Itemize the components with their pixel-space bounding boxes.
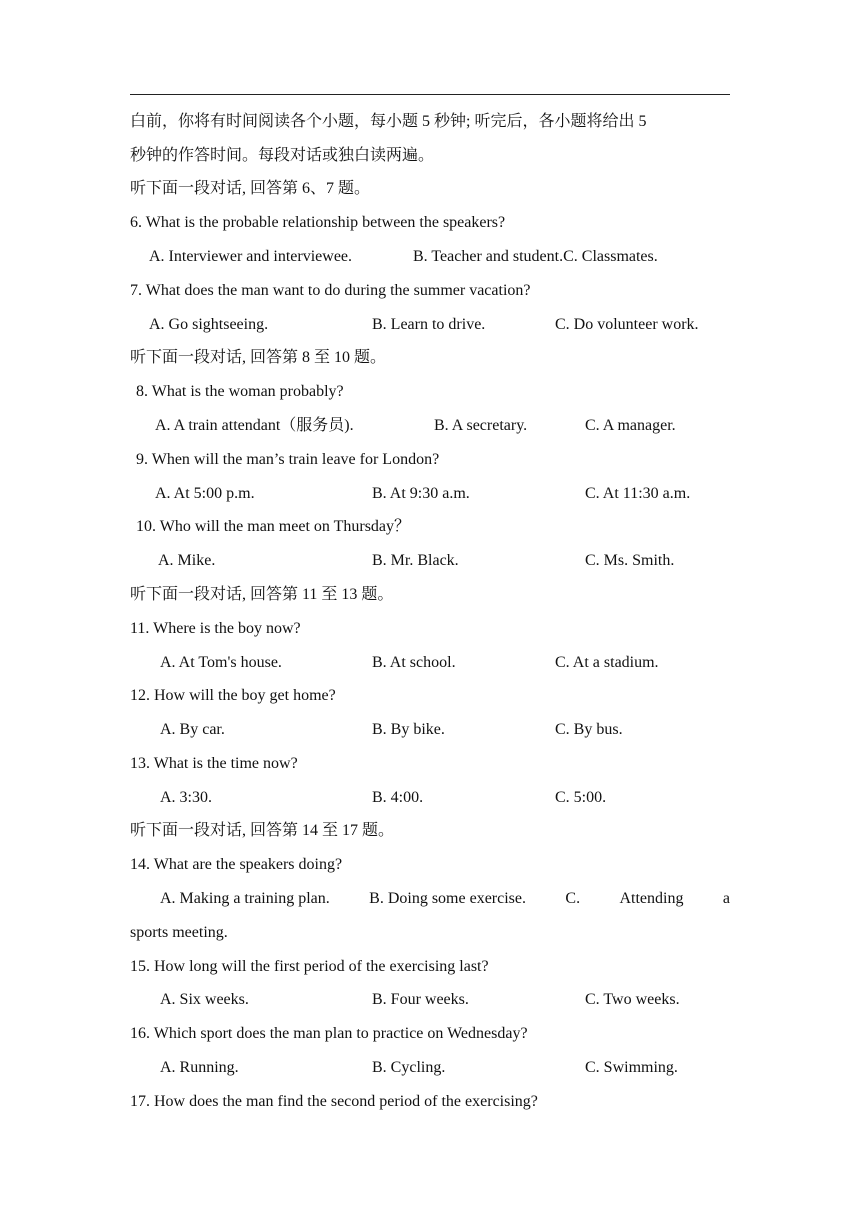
- question-14-option-c-continuation: sports meeting.: [130, 924, 228, 941]
- question-6-option-a: A. Interviewer and interviewee.: [149, 248, 353, 265]
- question-10-stem: 10. Who will the man meet on Thursday？: [136, 518, 411, 535]
- question-13-option-a: A. 3:30.: [160, 789, 212, 806]
- question-7-option-c: C. Do volunteer work.: [555, 316, 699, 333]
- question-9-stem: 9. When will the man’s train leave for London?: [136, 451, 440, 468]
- question-13-stem: 13. What is the time now?: [130, 755, 298, 772]
- question-16-stem: 16. Which sport does the man plan to practice on Wednesday?: [130, 1025, 528, 1042]
- header-rule: [130, 94, 730, 95]
- question-7-option-a: A. Go sightseeing.: [149, 316, 269, 333]
- intro-line-1: 白前，你将有时间阅读各个小题，每小题 5 秒钟; 听完后，各小题将给出 5: [130, 113, 647, 130]
- question-13-option-b: B. 4:00.: [372, 789, 424, 806]
- question-16-option-c: C. Swimming.: [585, 1059, 678, 1076]
- question-12-option-b: B. By bike.: [372, 721, 445, 738]
- question-16-option-b: B. Cycling.: [372, 1059, 446, 1076]
- question-9-option-a: A. At 5:00 p.m.: [155, 485, 255, 502]
- question-6-stem: 6. What is the probable relationship between the speakers?: [130, 214, 506, 231]
- question-14-stem: 14. What are the speakers doing?: [130, 856, 343, 873]
- question-7-stem: 7. What does the man want to do during the summer vacation?: [130, 282, 531, 299]
- question-11-option-b: B. At school.: [372, 654, 456, 671]
- question-14-option-c-word-2: a: [722, 890, 730, 907]
- question-10-option-c: C. Ms. Smith.: [585, 552, 675, 569]
- question-10-option-b: B. Mr. Black.: [372, 552, 459, 569]
- question-15-option-a: A. Six weeks.: [160, 991, 249, 1008]
- question-8-option-a: A. A train attendant（服务员).: [155, 417, 354, 434]
- question-15-option-b: B. Four weeks.: [372, 991, 469, 1008]
- section-instruction-6-7: 听下面一段对话, 回答第 6、7 题。: [130, 180, 371, 197]
- question-16-option-a: A. Running.: [160, 1059, 239, 1076]
- question-9-option-b: B. At 9:30 a.m.: [372, 485, 470, 502]
- question-14-option-c-word-1: Attending: [619, 890, 684, 907]
- question-7-option-b: B. Learn to drive.: [372, 316, 486, 333]
- question-6-option-bc: B. Teacher and student.C. Classmates.: [413, 248, 658, 265]
- section-instruction-14-17: 听下面一段对话, 回答第 14 至 17 题。: [130, 822, 395, 839]
- section-instruction-11-13: 听下面一段对话, 回答第 11 至 13 题。: [130, 586, 394, 603]
- question-14-option-b: B. Doing some exercise.: [369, 890, 526, 907]
- intro-line-2: 秒钟的作答时间。每段对话或独白读两遍。: [130, 147, 435, 164]
- question-13-option-c: C. 5:00.: [555, 789, 607, 806]
- question-12-stem: 12. How will the boy get home?: [130, 687, 336, 704]
- question-11-option-c: C. At a stadium.: [555, 654, 659, 671]
- question-11-option-a: A. At Tom's house.: [160, 654, 282, 671]
- question-9-option-c: C. At 11:30 a.m.: [585, 485, 691, 502]
- question-11-stem: 11. Where is the boy now?: [130, 620, 301, 637]
- question-8-option-b: B. A secretary.: [434, 417, 528, 434]
- question-17-stem: 17. How does the man find the second period of the exercising?: [130, 1093, 538, 1110]
- question-12-option-c: C. By bus.: [555, 721, 623, 738]
- question-15-stem: 15. How long will the first period of the exercising last?: [130, 958, 489, 975]
- question-10-option-a: A. Mike.: [158, 552, 216, 569]
- question-14-option-a: A. Making a training plan.: [160, 890, 330, 907]
- question-15-option-c: C. Two weeks.: [585, 991, 680, 1008]
- section-instruction-8-10: 听下面一段对话, 回答第 8 至 10 题。: [130, 349, 387, 366]
- question-14-option-c-label: C.: [565, 890, 581, 907]
- question-8-option-c: C. A manager.: [585, 417, 676, 434]
- question-12-option-a: A. By car.: [160, 721, 225, 738]
- question-14-options-line: [130, 889, 730, 909]
- question-8-stem: 8. What is the woman probably?: [136, 383, 344, 400]
